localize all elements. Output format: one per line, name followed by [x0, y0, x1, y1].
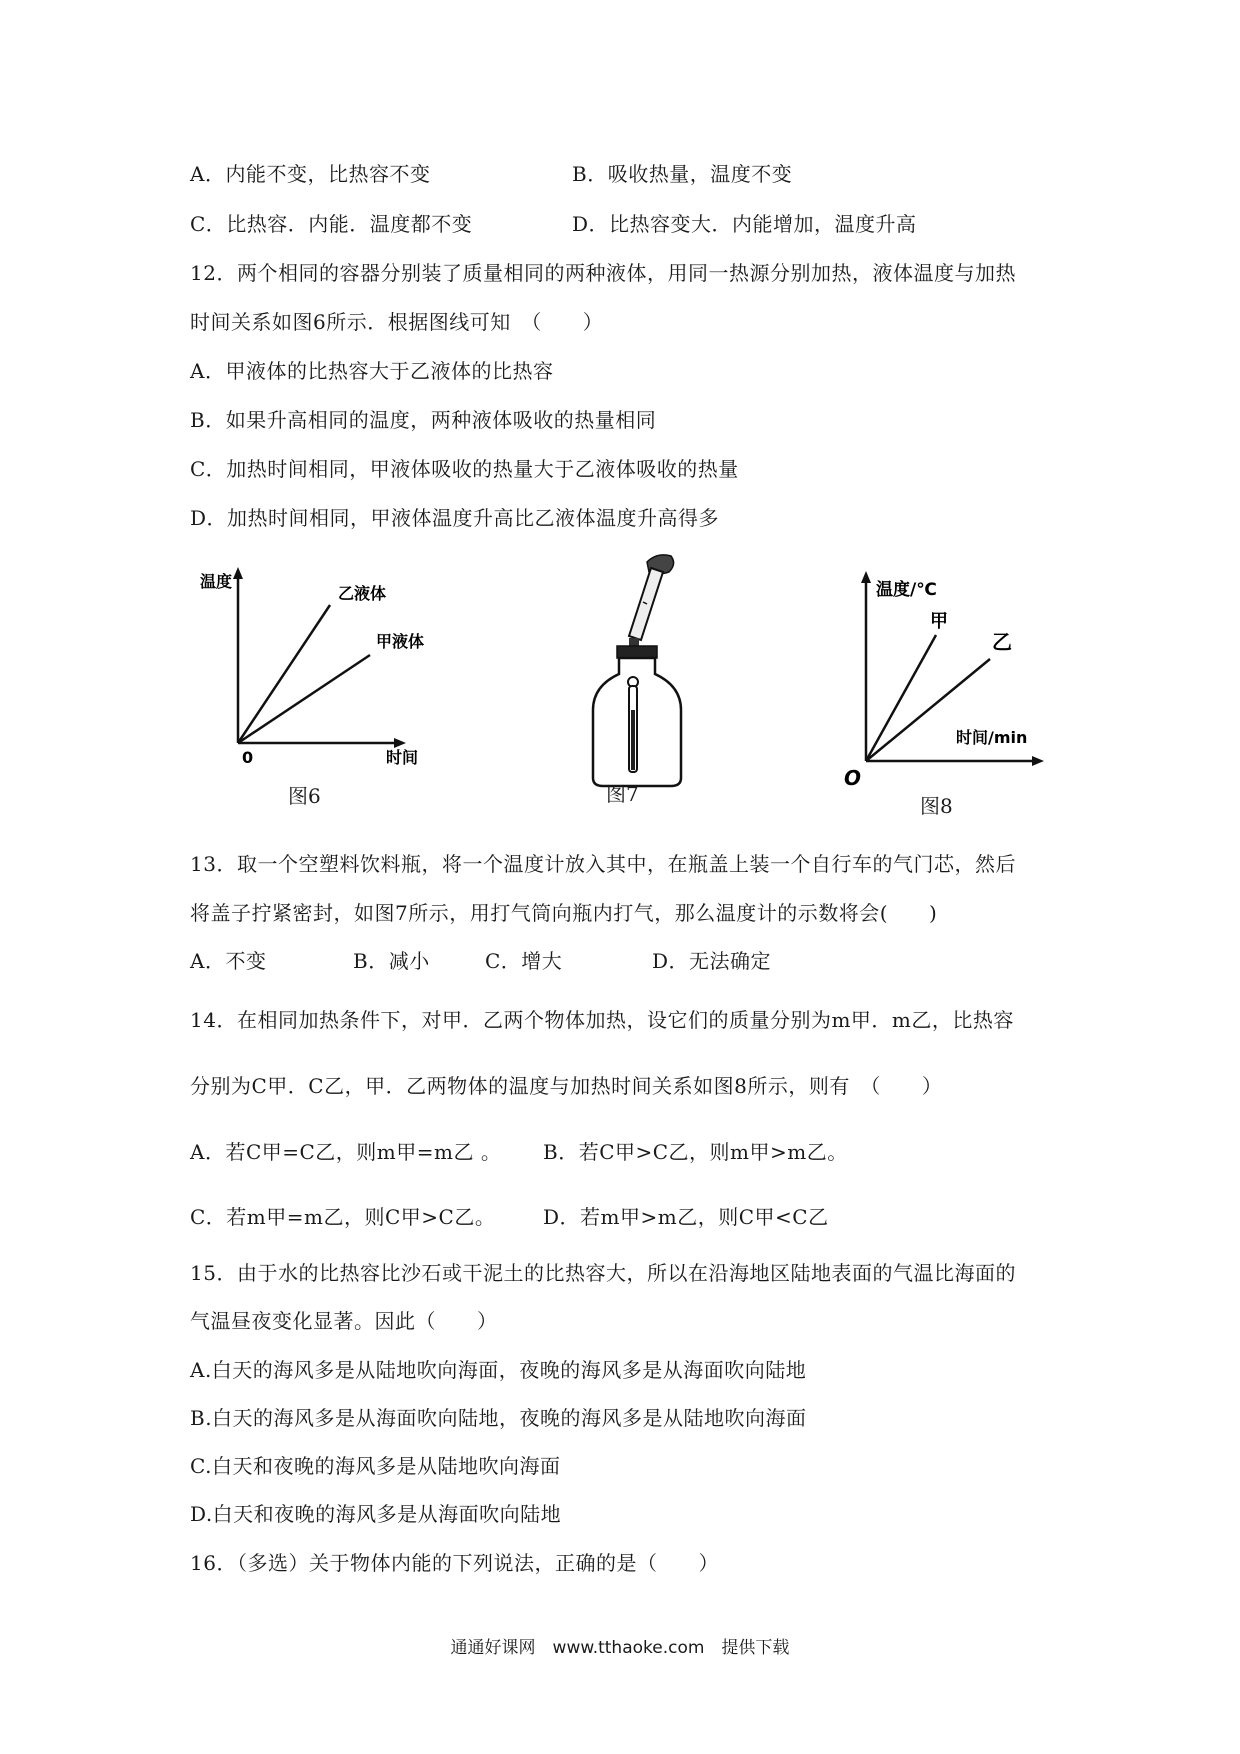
fig8-line-jia: [866, 635, 936, 761]
fig6-line-jia: [238, 655, 370, 743]
fig8-line-jia-label: 甲: [930, 611, 948, 632]
q12-stem-line1: 12．两个相同的容器分别装了质量相同的两种液体，用同一热源分别加热，液体温度与加热: [190, 261, 1016, 285]
q13-stem-line2: 将盖子拧紧密封，如图7所示，用打气筒向瓶内打气，那么温度计的示数将会( ): [190, 901, 938, 925]
fig6-x-label: 时间: [386, 748, 419, 767]
fig8-x-arrow: [1032, 756, 1044, 766]
figure-8-caption: 图8: [920, 794, 953, 818]
q14-stem-line1: 14．在相同加热条件下，对甲．乙两个物体加热，设它们的质量分别为m甲．m乙，比热容: [190, 1008, 1014, 1032]
q15-option-a: A.白天的海风多是从陆地吹向海面，夜晚的海风多是从海面吹向陆地: [190, 1358, 807, 1382]
q11-option-d: D．比热容变大．内能增加，温度升高: [572, 212, 917, 236]
fig8-y-arrow: [861, 571, 871, 583]
fig6-line-jia-label: 甲液体: [376, 632, 425, 651]
q15-option-b: B.白天的海风多是从海面吹向陆地，夜晚的海风多是从陆地吹向海面: [190, 1406, 807, 1430]
figure-6: [190, 565, 450, 775]
q14-option-b: B．若C甲>C乙，则m甲>m乙。: [543, 1140, 848, 1164]
fig8-y-label: 温度/℃: [876, 580, 937, 600]
fig6-y-arrow: [233, 567, 243, 579]
q14-stem-line2: 分别为C甲．C乙，甲．乙两物体的温度与加热时间关系如图8所示，则有 （ ）: [190, 1074, 943, 1098]
fig7-bottle-cap: [617, 646, 657, 658]
fig6-line-yi: [238, 605, 330, 743]
q13-stem-line1: 13．取一个空塑料饮料瓶，将一个温度计放入其中，在瓶盖上装一个自行车的气门芯，然后: [190, 852, 1016, 876]
fig6-x-arrow: [394, 738, 406, 748]
figure-7: [585, 550, 705, 790]
q12-stem-line2: 时间关系如图6所示．根据图线可知 （ ）: [190, 310, 604, 334]
q11-option-a: A．内能不变，比热容不变: [190, 162, 431, 186]
figure-8: [840, 565, 1050, 795]
fig6-origin: 0: [242, 748, 254, 767]
page-footer: 通通好课网 www.tthaoke.com 提供下载: [450, 1638, 790, 1658]
q13-option-d: D．无法确定: [652, 949, 772, 973]
q15-stem-line2: 气温昼夜变化显著。因此（ ）: [190, 1309, 498, 1333]
q14-option-d: D．若m甲>m乙，则C甲<C乙: [543, 1205, 829, 1229]
q13-option-c: C．增大: [485, 949, 563, 973]
q15-stem-line1: 15．由于水的比热容比沙石或干泥土的比热容大，所以在沿海地区陆地表面的气温比海面的: [190, 1261, 1016, 1285]
fig8-x-label: 时间/min: [956, 728, 1028, 747]
figure-6-caption: 图6: [288, 784, 321, 808]
q12-option-d: D．加热时间相同，甲液体温度升高比乙液体温度升高得多: [190, 506, 720, 530]
q12-option-c: C．加热时间相同，甲液体吸收的热量大于乙液体吸收的热量: [190, 457, 739, 481]
q14-option-a: A．若C甲=C乙，则m甲=m乙 。: [190, 1140, 502, 1164]
fig7-valve: [629, 638, 639, 646]
fig7-thermometer-liquid: [631, 710, 635, 770]
fig8-origin: O: [844, 766, 862, 790]
fig6-line-yi-label: 乙液体: [338, 584, 387, 603]
q13-option-b: B．减小: [353, 949, 430, 973]
q15-option-d: D.白天和夜晚的海风多是从海面吹向陆地: [190, 1502, 562, 1526]
q12-option-a: A．甲液体的比热容大于乙液体的比热容: [190, 359, 554, 383]
q15-option-c: C.白天和夜晚的海风多是从陆地吹向海面: [190, 1454, 561, 1478]
q11-option-c: C．比热容．内能．温度都不变: [190, 212, 473, 236]
figure-7-caption: 图7: [606, 782, 639, 806]
q12-option-b: B．如果升高相同的温度，两种液体吸收的热量相同: [190, 408, 657, 432]
q13-option-a: A．不变: [190, 949, 267, 973]
q11-option-b: B．吸收热量，温度不变: [572, 162, 793, 186]
q16-stem-line1: 16．（多选）关于物体内能的下列说法，正确的是（ ）: [190, 1551, 719, 1575]
fig8-line-yi-label: 乙: [992, 630, 1012, 654]
fig6-y-label: 温度: [200, 572, 233, 591]
q14-option-c: C．若m甲=m乙，则C甲>C乙。: [190, 1205, 496, 1229]
